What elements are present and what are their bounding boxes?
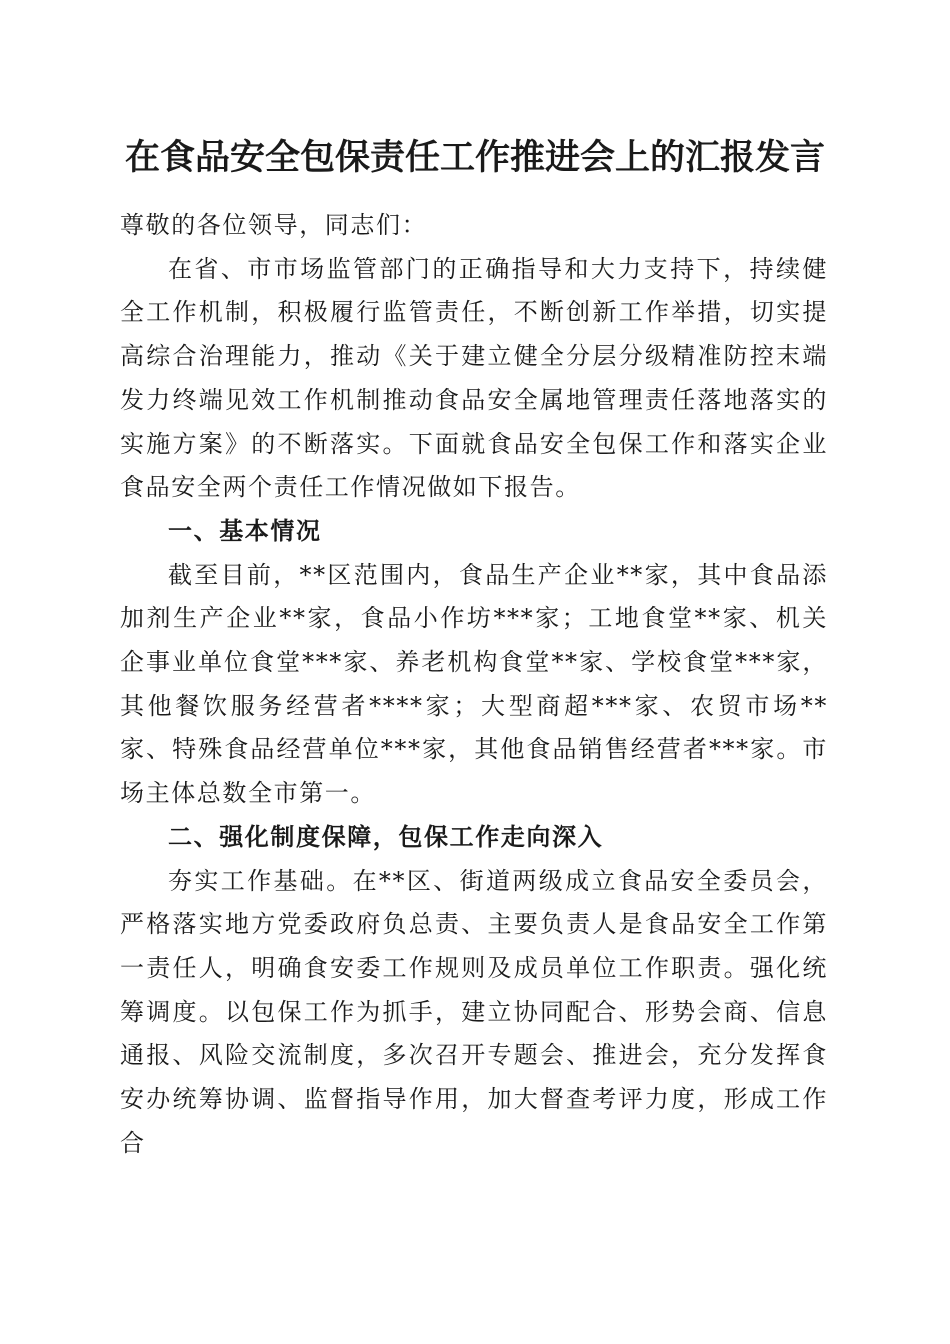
intro-paragraph: 在省、市市场监管部门的正确指导和大力支持下，持续健全工作机制，积极履行监管责任，不断创新工作举措，切实提高综合治理能力，推动《关于建立健全分层分级精准防控末端发力终端见效工作机制推动食品安全属地管理责任落地落实的实施方案》的不断落实。下面就食品安全包保工作和落实企业食品安全两个责任工作情况做如下报告。 bbox=[120, 254, 828, 502]
section-heading-basic-situation: 一、基本情况 bbox=[168, 516, 322, 545]
document-body bbox=[120, 204, 828, 1165]
section-heading-system-guarantee: 二、强化制度保障，包保工作走向深入 bbox=[168, 822, 604, 851]
system-guarantee-paragraph: 夯实工作基础。在**区、街道两级成立食品安全委员会，严格落实地方党委政府负总责、主要负责人是食品安全工作第一责任人，明确食安委工作规则及成员单位工作职责。强化统筹调度。以包保工作为抓手，建立协同配合、形势会商、信息通报、风险交流制度，多次召开专题会、推进会，充分发挥食安办统筹协调、监督指导作用，加大督查考评力度，形成工作合 bbox=[120, 866, 828, 1157]
document-title: 在食品安全包保责任工作推进会上的汇报发言 bbox=[124, 137, 825, 178]
salutation: 尊敬的各位领导，同志们： bbox=[120, 211, 428, 239]
basic-situation-paragraph: 截至目前，**区范围内，食品生产企业**家，其中食品添加剂生产企业**家，食品小作坊***家；工地食堂**家、机关企事业单位食堂***家、养老机构食堂**家、学校食堂***家，其他餐饮服务经营者****家；大型商超***家、农贸市场**家、特殊食品经营单位***家，其他食品销售经营者***家。市场主体总数全市第一。 bbox=[120, 560, 828, 808]
